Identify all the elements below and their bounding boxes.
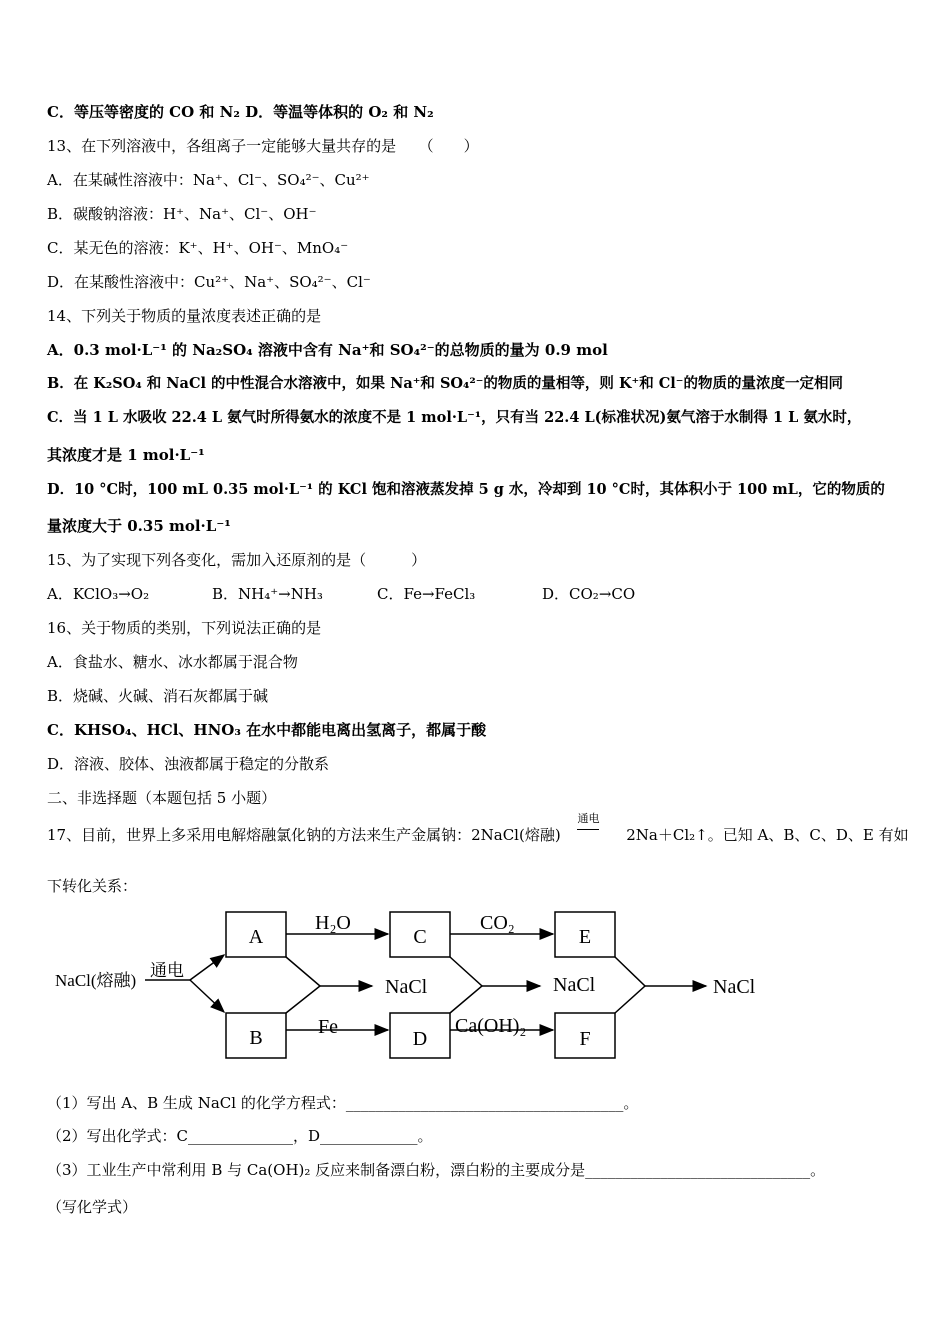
q17-stem-cont: 下转化关系：	[47, 877, 138, 895]
reagent-fe: Fe	[318, 1016, 338, 1038]
q16-option-a: A．食盐水、糖水、冰水都属于混合物	[47, 653, 298, 671]
electrolysis-condition	[567, 812, 619, 845]
q13-option-c: C．某无色的溶液：K⁺、H⁺、OH⁻、MnO₄⁻	[47, 239, 349, 257]
product-nacl-2: NaCl	[553, 974, 596, 996]
q17-part-2: （2）写出化学式：C______________，D_____________。	[47, 1127, 433, 1145]
section-2-heading: 二、非选择题（本题包括 5 小题）	[47, 789, 277, 807]
product-nacl-1: NaCl	[385, 976, 428, 998]
q15-option-a: A．KClO₃→O₂	[47, 585, 150, 603]
q17-stem-part1: 17、目前，世界上多采用电解熔融氯化钠的方法来生产金属钠：2NaCl(熔融)	[47, 826, 561, 844]
start-label: NaCl(熔融)	[55, 971, 137, 990]
electrolysis-label: 通电	[150, 961, 184, 980]
reagent-h2o: H₂O	[315, 912, 351, 934]
reagent-caoh2: Ca(OH)₂	[455, 1015, 527, 1037]
q15-option-c: C．Fe→FeCl₃	[377, 585, 476, 603]
q14-option-b: B．在 K₂SO₄ 和 NaCl 的中性混合水溶液中，如果 Na⁺和 SO₄²⁻的物质的量相等，则 K⁺和 Cl⁻的物质的量浓度一定相同	[47, 375, 843, 392]
q14-option-a: A．0.3 mol·L⁻¹ 的 Na₂SO₄ 溶液中含有 Na⁺和 SO₄²⁻的总物质的量为 0.9 mol	[47, 341, 608, 359]
label-f: F	[579, 1028, 591, 1050]
q14-option-d-cont: 量浓度大于 0.35 mol·L⁻¹	[47, 517, 231, 535]
q17-part-3: （3）工业生产中常利用 B 与 Ca(OH)₂ 反应来制备漂白粉，漂白粉的主要成分是______________________________。	[47, 1161, 826, 1179]
q15-option-b: B．NH₄⁺→NH₃	[212, 585, 323, 603]
q16-stem: 16、关于物质的类别，下列说法正确的是	[47, 619, 322, 637]
q14-option-d: D．10 °C时，100 mL 0.35 mol·L⁻¹ 的 KCl 饱和溶液蒸发掉 5 g 水，冷却到 10 °C时，其体积小于 100 mL，它的物质的	[47, 481, 885, 498]
q12-options-cd: C．等压等密度的 CO 和 N₂ D．等温等体积的 O₂ 和 N₂	[47, 103, 434, 121]
product-nacl-3: NaCl	[713, 976, 756, 998]
q13-option-d: D．在某酸性溶液中：Cu²⁺、Na⁺、SO₄²⁻、Cl⁻	[47, 273, 371, 291]
q17-part-3-note: （写化学式）	[47, 1198, 138, 1216]
condition-label: 通电	[577, 809, 599, 830]
q14-stem: 14、下列关于物质的量浓度表述正确的是	[47, 307, 322, 325]
reagent-co2: CO₂	[480, 912, 515, 934]
label-b: B	[249, 1027, 263, 1049]
q13-option-a: A．在某碱性溶液中：Na⁺、Cl⁻、SO₄²⁻、Cu²⁺	[47, 171, 370, 189]
q17-part-1: （1）写出 A、B 生成 NaCl 的化学方程式：_____________________________________。	[47, 1094, 639, 1112]
q14-option-c-cont: 其浓度才是 1 mol·L⁻¹	[47, 446, 205, 464]
q16-option-c: C．KHSO₄、HCl、HNO₃ 在水中都能电离出氢离子，都属于酸	[47, 721, 487, 739]
q15-options	[47, 584, 635, 604]
conversion-diagram	[0, 900, 950, 1070]
q17-stem-part2: 2Na＋Cl₂↑。已知 A、B、C、D、E 有如	[626, 826, 909, 844]
q13-stem: 13、在下列溶液中，各组离子一定能够大量共存的是 （ ）	[47, 137, 479, 155]
label-c: C	[413, 926, 427, 948]
label-e: E	[578, 926, 592, 948]
q15-option-d: D．CO₂→CO	[542, 585, 636, 603]
q13-option-b: B．碳酸钠溶液：H⁺、Na⁺、Cl⁻、OH⁻	[47, 205, 317, 223]
q16-option-d: D．溶液、胶体、浊液都属于稳定的分散系	[47, 755, 330, 773]
q14-option-c: C．当 1 L 水吸收 22.4 L 氨气时所得氨水的浓度不是 1 mol·L⁻¹，只有当 22.4 L(标准状况)氨气溶于水制得 1 L 氨水时，	[47, 409, 862, 426]
label-d: D	[412, 1028, 428, 1050]
q15-stem: 15、为了实现下列各变化，需加入还原剂的是（ ）	[47, 551, 427, 569]
label-a: A	[248, 926, 264, 948]
q16-option-b: B．烧碱、火碱、消石灰都属于碱	[47, 687, 269, 705]
q17-stem	[47, 812, 909, 845]
